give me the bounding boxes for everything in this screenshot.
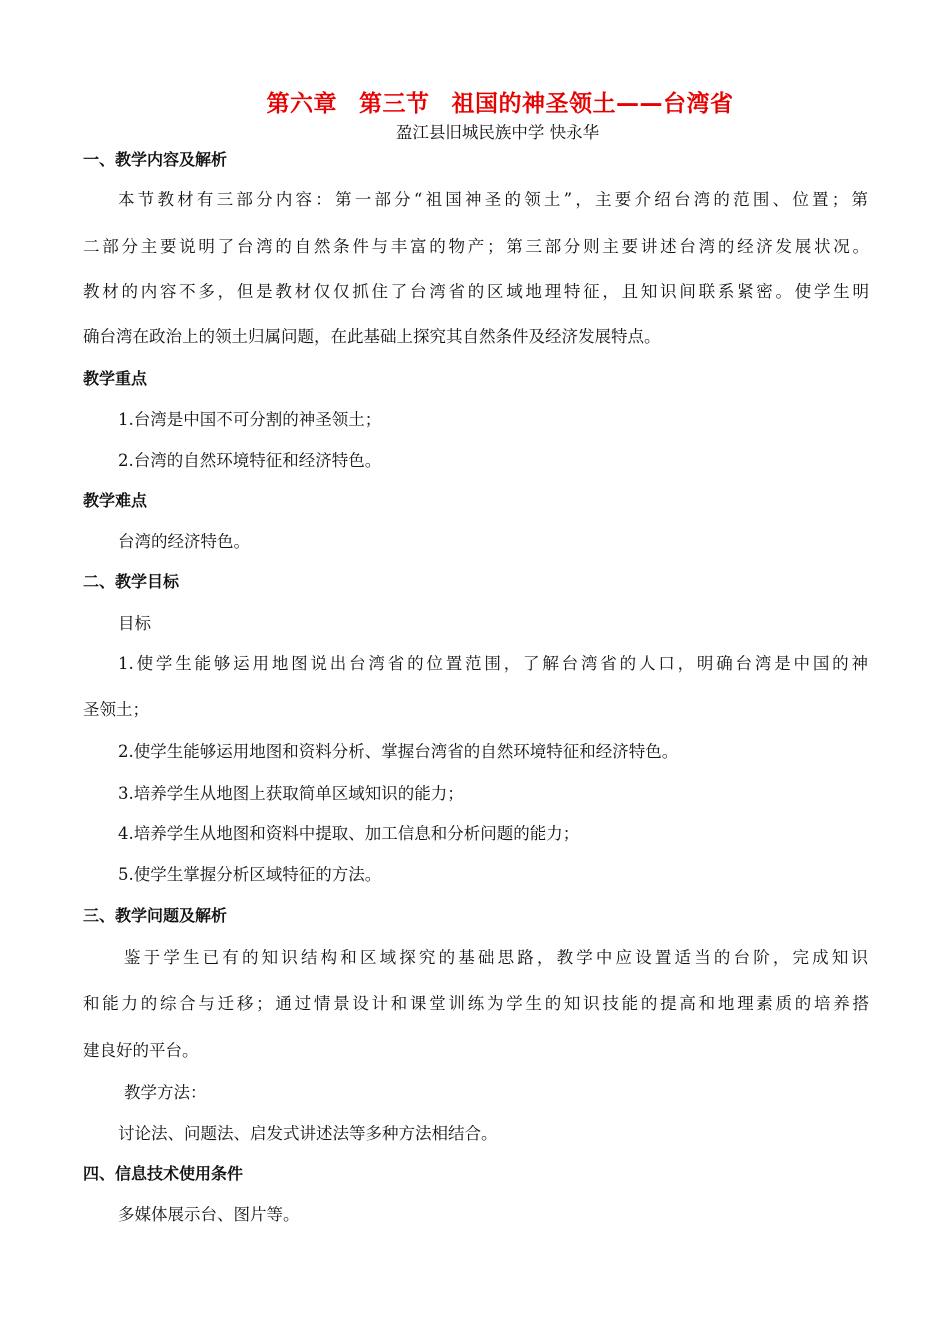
objective-item: 5.使学生掌握分析区域特征的方法。 <box>118 865 382 884</box>
section-heading-content-analysis: 一、教学内容及解析 <box>83 150 228 169</box>
paragraph-line: 本节教材有三部分内容：第一部分“祖国神圣的领土”，主要介绍台湾的范围、位置；第 <box>118 190 868 209</box>
key-point-item: 1.台湾是中国不可分割的神圣领土； <box>118 410 382 429</box>
objective-item: 3.培养学生从地图上获取简单区域知识的能力； <box>118 784 464 803</box>
document-title <box>0 88 950 120</box>
paragraph-line: 二部分主要说明了台湾的自然条件与丰富的物产；第三部分则主要讲述台湾的经济发展状况。 <box>83 237 869 256</box>
objective-item: 4.培养学生从地图和资料中提取、加工信息和分析问题的能力； <box>118 824 580 843</box>
paragraph-line: 和能力的综合与迁移；通过情景设计和课堂训练为学生的知识技能的提高和地理素质的培养搭 <box>83 994 869 1013</box>
paragraph-line: 建良好的平台。 <box>83 1041 199 1060</box>
methods-label: 教学方法： <box>124 1083 207 1102</box>
difficulties-text: 台湾的经济特色。 <box>118 532 250 551</box>
author-line: 盈江县旧城民族中学 快永华 <box>395 123 600 142</box>
key-point-item: 2.台湾的自然环境特征和经济特色。 <box>118 451 382 470</box>
key-points-heading: 教学重点 <box>83 369 148 388</box>
section-heading-objectives: 二、教学目标 <box>83 572 180 591</box>
objective-item: 1.使学生能够运用地图说出台湾省的位置范围，了解台湾省的人口，明确台湾是中国的神 <box>118 654 868 673</box>
objectives-label: 目标 <box>118 614 151 633</box>
topic-title: 祖国的神圣领土——台湾省 <box>451 91 734 117</box>
chapter-label: 第六章 <box>266 91 337 117</box>
section-label: 第三节 <box>359 91 430 117</box>
section-heading-problems: 三、教学问题及解析 <box>83 906 228 925</box>
paragraph-line: 确台湾在政治上的领土归属问题，在此基础上探究其自然条件及经济发展特点。 <box>83 327 661 346</box>
objective-item: 2.使学生能够运用地图和资料分析、掌握台湾省的自然环境特征和经济特色。 <box>118 742 679 761</box>
it-conditions-text: 多媒体展示台、图片等。 <box>118 1205 300 1224</box>
paragraph-line: 教材的内容不多，但是教材仅仅抓住了台湾省的区域地理特征，且知识间联系紧密。使学生明 <box>83 282 869 301</box>
difficulties-heading: 教学难点 <box>83 491 148 510</box>
objective-item-continuation: 圣领土； <box>83 700 149 719</box>
section-heading-it-conditions: 四、信息技术使用条件 <box>83 1164 244 1183</box>
paragraph-line: 鉴于学生已有的知识结构和区域探究的基础思路，教学中应设置适当的台阶，完成知识 <box>124 948 868 967</box>
methods-text: 讨论法、问题法、启发式讲述法等多种方法相结合。 <box>118 1124 498 1143</box>
